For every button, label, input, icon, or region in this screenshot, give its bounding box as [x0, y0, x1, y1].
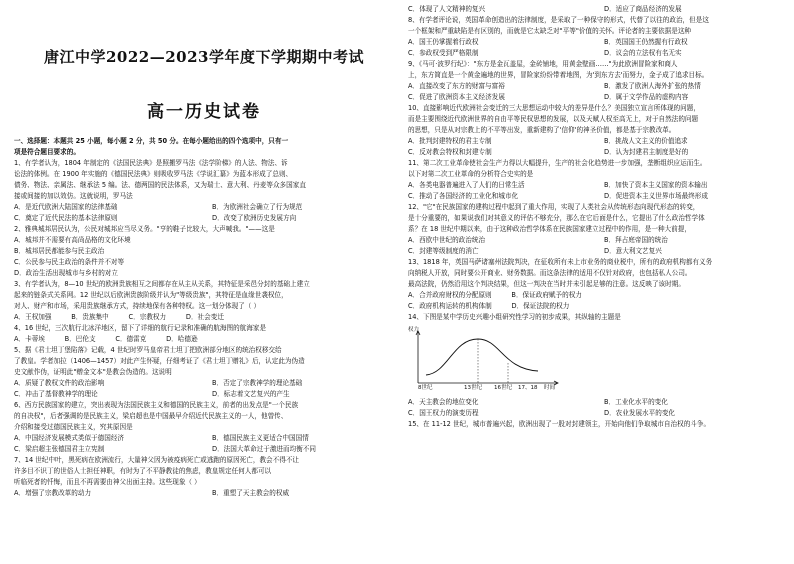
option: A．直接改变了东方的财富与富裕	[408, 82, 505, 90]
question-line: 8、有学者评论说，英国革命创造出的法律制度，是采取了一种保守的形式，代替了以往的政治，但是这	[408, 16, 709, 24]
question-line: 的自决权"，后者强调的是民族主义，梁启超也是中国最早介绍近代民族主义的一人，他曾传、	[14, 412, 288, 420]
option: D．改变了欧洲历史发展方向	[212, 214, 297, 222]
exam-title: 唐江中学2022—2023学年度下学期期中考试	[44, 48, 364, 66]
question-line: 最高法院，仍然沿用这个判决结果，但这一判决在当时并未引起足够的注意。这反映了该时期。	[408, 280, 685, 288]
section-heading: 一、选择题：本题共 25 小题，每小题 2 分，共 50 分。在每小题给出的四个选项中，只有一	[14, 137, 289, 145]
y-axis-label: 权力	[408, 327, 420, 333]
option: A．国王仍掌握着行政权	[408, 38, 479, 46]
option-row	[14, 213, 394, 224]
option: C．国王权力的演变历程	[408, 409, 479, 417]
question-line: 史文献作伪，证明此"赠金文本"是教会伪造的。这说明	[14, 368, 172, 376]
option-row	[408, 408, 784, 419]
option: C．封建等级制度的消亡	[408, 247, 479, 255]
question-line: 3、有学者认为，8—10 世纪的欧洲贵族相互之间都存在从主从关系，其特征是采邑分封的基础上建立	[14, 280, 310, 288]
left-column	[14, 0, 394, 560]
question-line: 10、直接影响近代欧洲社会变迁的三大思想运动中较大的差异是什么？美国独立宣言所体现的问题，	[408, 104, 700, 112]
question-line: 了教皇。学者加拉（1406—1457）对此产生怀疑，仔细考证了《君士坦丁赠礼》后，认定此为伪造	[14, 357, 305, 365]
trend-curve	[426, 339, 538, 375]
question-line: 介绍和接受过德国民族主义，究其原因是	[14, 423, 133, 431]
question-line: 听临死者的忏悔，而且不再需要由神父出面主持。这些现象（ ）	[14, 478, 201, 486]
option-row	[408, 37, 784, 48]
question-line: 许多目不识丁的世俗人士担任神职，有时为了不平静教徒的焦虑，教皇规定任何人都可以	[14, 467, 272, 475]
option-row	[14, 389, 394, 400]
question-line: 5、据《君士坦丁堡陷落》记载，4 世纪时罗马皇帝君士坦丁把欧洲部分地区的统治权移交给	[14, 346, 282, 354]
question-line: 讼法的体例。在 1900 年实施的《德国民法典》则吸收罗马法《学说汇纂》为蓝本形成了总则、	[14, 170, 293, 178]
option: A．是近代欧洲大陆国家的法律基础	[14, 203, 118, 211]
option: B．英国国王仍然握有行政权	[604, 38, 688, 46]
option-row: A．卡蒂埃 B．巴伦支 C．德雷克 D．哈德逊	[14, 335, 198, 343]
option: A．各类电器普遍进入了人们的日常生活	[408, 181, 525, 189]
option-row	[408, 147, 784, 158]
question-line: 而是主要围绕近代欧洲世界的自由平等民权思想的发展，以及天赋人权至高无上，对于自然法的问题	[408, 115, 699, 123]
option: C．公民参与民主政治的条件并不对等	[14, 258, 125, 266]
option-row	[14, 488, 394, 499]
power-trend-chart	[408, 325, 784, 395]
question-line: 15、在 11-12 世纪，城市普遍兴起，欧洲出现了一股对封建领主，开始向他们争取城市自治权的斗争。	[408, 420, 711, 428]
exam-subtitle: 高一历史试卷	[147, 102, 261, 122]
option-row	[408, 191, 784, 202]
question-line: 7、14 世纪中叶，黑死病在欧洲流行，大量神父因为被疫病死亡或逃跑的原因死亡，教会不得不让	[14, 456, 300, 464]
question-line: 接或间接的加以效仿。这就说明，罗马法	[14, 192, 133, 200]
question-line: 9、《马可·波罗行纪》："东方是金瓦盖屋，金砖铺地，用黄金壁画……"为此欧洲冒险家和商人	[408, 60, 678, 68]
question-line: 12、"它"在民族国家的建构过程中起到了重大作用，实现了人类社会从传统形态向现代形态的转变，	[408, 203, 700, 211]
option: A．天主教会的地位变化	[408, 398, 479, 406]
x-tick-label: 17、18	[518, 385, 538, 391]
question-line: 系？在 18 世纪中期以来，由于这种政治哲学体系在民族国家建立过程中的作用，是一种大前提，	[408, 225, 691, 233]
option: B．重塑了天主教会的权威	[212, 489, 290, 497]
right-column	[408, 0, 784, 564]
option: D．促进资本主义世界市场最终形成	[604, 192, 708, 200]
option-row	[14, 378, 394, 389]
option: D．认为封建君主制度是好的	[604, 148, 689, 156]
question-line: 11、第二次工业革命使社会生产力得以大幅提升，生产的社会化趋势进一步加强，垄断组织应运而生。	[408, 159, 707, 167]
option: A．西欧中世纪的政治统治	[408, 236, 486, 244]
option-row	[14, 433, 394, 444]
question-line: 起来的链条式关系网。12 世纪以后欧洲贵族阶级并认为"等级贵族"，其特征是血缘世袭权位，	[14, 291, 288, 299]
question-line: 上，东方简直是一个黄金遍地的世界，冒险家纷纷带着地图，为'到东方去'而努力，金子成了追求目标。	[408, 71, 709, 79]
option: B．德国民族主义更适合中国国情	[212, 434, 309, 442]
option: C．奠定了近代民法的基本法律原则	[14, 214, 118, 222]
option-row: A．王权加强 B．贵族集中 C．宗教权力 D．社会变迁	[14, 313, 224, 321]
option: B．拜占庭帝国的统治	[604, 236, 668, 244]
question-line: 14、下图是某中学历史兴趣小组研究性学习的初步成果，其纵轴的主题是	[408, 313, 621, 321]
option: D．议会的立法权有名无实	[604, 49, 682, 57]
option-row	[408, 81, 784, 92]
question-line: 债务、物法、亲属法、继承法 5 编。法、德两国的民法体系，又为瑞士、意大利、丹麦等众多国家直	[14, 181, 306, 189]
question-line: 的思想，只是从对宗教上的不平等出发，重新建构了'信仰'的神圣价值，都是基于宗教改革。	[408, 126, 676, 134]
question-line: 以下对第二次工业革命的分析符合史实的是	[408, 170, 534, 178]
x-tick-label: 13世纪	[464, 385, 482, 391]
question-line: 13、1818 年，英国马萨诸塞州法院判决，在征收所有未上市业务的商业税中，所有的政府机构都有义务	[408, 258, 713, 266]
option-row	[408, 92, 784, 103]
section-heading-cont: 项是符合题目要求的。	[14, 148, 80, 156]
option: D．农业发展水平的变化	[604, 409, 676, 417]
option: A．批判封建特权的君主专制	[408, 137, 492, 145]
option-row	[408, 48, 784, 59]
option: B．加快了资本主义国家的资本输出	[604, 181, 708, 189]
option: B．为欧洲社会确立了行为规范	[212, 203, 303, 211]
option: B．激发了欧洲人海外扩张的热情	[604, 82, 701, 90]
option: B．否定了宗教神学的理论基础	[212, 379, 303, 387]
option: C．梁启超主张德国君主立宪制	[14, 445, 105, 453]
option: B．城邦居民都能参与民主政治	[14, 247, 105, 255]
x-tick-label: 8世纪	[418, 385, 433, 391]
question-line: 1、有学者认为，1804 年制定的《法国民法典》是照搬罗马法《法学阶梯》的人法、物法、诉	[14, 159, 288, 167]
option-row: C．政府机构运转的机构体制 D．保证法院的权力	[408, 302, 570, 310]
option: B．挑战人文主义的价值追求	[604, 137, 688, 145]
option: A．增强了宗教改革的动力	[14, 489, 92, 497]
x-tick-label: 16世纪	[494, 385, 512, 391]
option-row	[408, 235, 784, 246]
option: A．中国经济发展模式类似于德国经济	[14, 434, 125, 442]
question-line: 4、16 世纪，三次航行北冰洋地区，留下了详细的航行记录和准确的航海图的航海家是	[14, 324, 267, 332]
option: C．推动了各国经济的工业化和城市化	[408, 192, 519, 200]
option-row	[408, 246, 784, 257]
option-row	[408, 180, 784, 191]
option: C．反对教会特权和封建专制	[408, 148, 492, 156]
option: D．意大利文艺复兴	[604, 247, 662, 255]
question-line: 一个框架和严重缺陷是有区别的，而就是它太缺乏对"平等"价值的关怀。评论者的主要依据是这种	[408, 27, 692, 35]
question-line: 是十分重要的，如果说我们对其意义的评估不够充分，那么在它后面是什么，它提出了什么政治哲学体	[408, 214, 705, 222]
question-line: 对人、财产和市场，采用贵族继承方式，持续地保有各种特权。这一划分体现了（ ）	[14, 302, 261, 310]
option: D．适应了商品经济的发展	[604, 5, 682, 13]
option-row	[408, 136, 784, 147]
question-line: 向纳税人开放，同时要公开商业、财务数据。而这条法律的适用不仅针对政府，也包括私人公司。	[408, 269, 692, 277]
option-row	[408, 397, 784, 408]
option: C．体现了人文精神的复兴	[408, 5, 486, 13]
option: C．参政权受到严格限制	[408, 49, 479, 57]
option: D．标志着文艺复兴的产生	[212, 390, 290, 398]
option-row	[14, 202, 394, 213]
option-row	[14, 444, 394, 455]
option: D．政治生活出现城市与乡村的对立	[14, 269, 118, 277]
option: C．促进了欧洲资本主义经济发展	[408, 93, 505, 101]
option: C．冲击了基督教神学的理论	[14, 390, 98, 398]
option: A．城邦并不需要有高尚品格的文化环境	[14, 236, 131, 244]
option: A．质疑了教权文件的政治影响	[14, 379, 105, 387]
x-tick-label: 时间	[544, 385, 556, 391]
question-line: 6、西方民族国家的建立，突出表现为法国民族主义和德国的民族主义，前者的出发点是"一个民族	[14, 401, 299, 409]
option-row: A．合并政府财权的分配原则 B．保证政府赋予的权力	[408, 291, 582, 299]
question-line: 2、雅典城邦居民认为，公民对城邦应当尽义务。"亨的鞋子比较大，大声喊我。"——这是	[14, 225, 275, 233]
option: B．工业化水平的变化	[604, 398, 668, 406]
option: D．属于文学作品的虚构内容	[604, 93, 689, 101]
option-row	[408, 4, 784, 15]
option: D．法国大革命过于激进而均衡不同	[212, 445, 316, 453]
